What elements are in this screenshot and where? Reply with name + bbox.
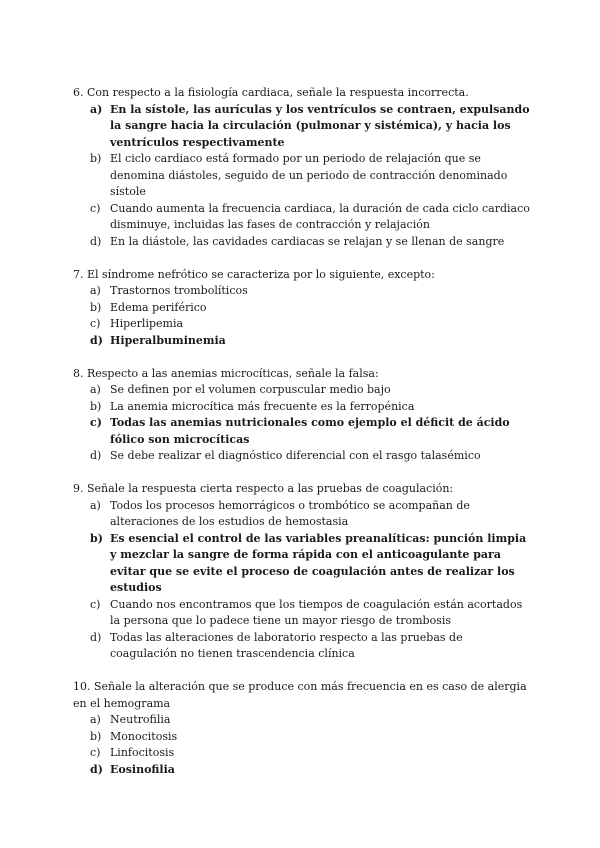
option-letter: d)	[90, 234, 102, 248]
question-10	[73, 679, 533, 778]
option-text: Hiperalbuminemia	[110, 333, 226, 347]
option-list	[73, 283, 533, 349]
question-8	[73, 366, 533, 465]
option-text: La anemia microcítica más frecuente es la ferropénica	[110, 399, 415, 413]
option-letter: c)	[90, 317, 101, 330]
option-letter: c)	[90, 416, 102, 429]
option-d	[73, 448, 533, 465]
option-a	[73, 283, 533, 300]
option-letter: b)	[90, 152, 102, 165]
question-9	[73, 481, 533, 663]
exam-page	[73, 85, 533, 795]
question-text: 9. Señale la respuesta cierta respecto a las pruebas de coagulación:	[73, 482, 454, 495]
option-text: Monocitosis	[110, 729, 178, 743]
option-d-correct	[73, 762, 533, 779]
option-list	[73, 712, 533, 778]
option-b	[73, 729, 533, 746]
option-text: Cuando aumenta la frecuencia cardiaca, la duración de cada ciclo cardiaco disminuye, incluidas las fases de contracción y relajación	[110, 201, 530, 231]
option-text: Eosinofilia	[110, 762, 175, 776]
option-b-correct	[73, 531, 533, 597]
option-letter: d)	[90, 630, 102, 644]
option-text: Linfocitosis	[110, 746, 175, 759]
option-list	[73, 102, 533, 251]
option-d	[73, 630, 533, 663]
option-text: El ciclo cardiaco está formado por un periodo de relajación que se denomina diástoles, seguido de un periodo de contracción denominado sístole	[110, 152, 508, 198]
option-text: Trastornos trombolíticos	[110, 284, 248, 297]
option-letter: d)	[90, 762, 103, 776]
option-text: Todas las anemias nutricionales como ejemplo el déficit de ácido fólico son microcíticas	[110, 416, 510, 446]
option-letter: a)	[90, 713, 101, 726]
option-a	[73, 712, 533, 729]
question-text: 10. Señale la alteración que se produce con más frecuencia en es caso de alergia en el hemograma	[73, 680, 527, 710]
option-text: Se debe realizar el diagnóstico diferencial con el rasgo talasémico	[110, 449, 481, 462]
option-d-correct	[73, 333, 533, 350]
option-c	[73, 745, 533, 762]
option-text: Es esencial el control de las variables preanalíticas: punción limpia y mezclar la sangre de forma rápida con el anticoagulante para evitar que se evite el proceso de coagulación antes de realizar los estudios	[110, 531, 527, 594]
option-c	[73, 316, 533, 333]
option-letter: b)	[90, 399, 102, 413]
option-letter: b)	[90, 300, 102, 314]
option-text: Hiperlipemia	[110, 317, 184, 330]
option-text: Edema periférico	[110, 300, 207, 314]
option-b	[73, 151, 533, 201]
option-letter: a)	[90, 102, 103, 116]
option-c	[73, 597, 533, 630]
option-letter: d)	[90, 333, 103, 347]
question-6	[73, 85, 533, 250]
option-letter: d)	[90, 449, 102, 462]
option-letter: a)	[90, 284, 101, 297]
option-letter: a)	[90, 498, 101, 512]
option-letter: b)	[90, 531, 103, 545]
option-text: Neutrofilia	[110, 713, 171, 726]
option-a	[73, 382, 533, 399]
option-c-correct	[73, 415, 533, 448]
option-list	[73, 382, 533, 465]
option-text: Todas las alteraciones de laboratorio respecto a las pruebas de coagulación no tienen trascendencia clínica	[110, 630, 463, 660]
option-d	[73, 234, 533, 251]
option-letter: a)	[90, 383, 101, 396]
option-text: Se definen por el volumen corpuscular medio bajo	[110, 383, 391, 396]
option-b	[73, 399, 533, 416]
option-letter: b)	[90, 729, 102, 743]
option-a-correct	[73, 102, 533, 152]
option-text: Todos los procesos hemorrágicos o trombótico se acompañan de alteraciones de los estudios de hemostasia	[110, 498, 470, 528]
option-text: En la diástole, las cavidades cardiacas se relajan y se llenan de sangre	[110, 234, 505, 248]
option-letter: c)	[90, 597, 101, 611]
option-letter: c)	[90, 201, 101, 215]
option-letter: c)	[90, 746, 101, 759]
option-text: Cuando nos encontramos que los tiempos de coagulación están acortados la persona que lo padece tiene un mayor riesgo de trombosis	[110, 597, 523, 627]
question-text: 6. Con respecto a la fisiología cardiaca, señale la respuesta incorrecta.	[73, 86, 469, 99]
question-7	[73, 267, 533, 350]
question-text: 8. Respecto a las anemias microcíticas, señale la falsa:	[73, 366, 379, 380]
option-c	[73, 201, 533, 234]
option-b	[73, 300, 533, 317]
option-a	[73, 498, 533, 531]
option-text: En la sístole, las aurículas y los ventrículos se contraen, expulsando la sangre hacia la circulación (pulmonar y sistémica), y hacia los ventrículos respectivamente	[110, 102, 530, 149]
question-text: 7. El síndrome nefrótico se caracteriza por lo siguiente, excepto:	[73, 267, 435, 281]
option-list	[73, 498, 533, 663]
